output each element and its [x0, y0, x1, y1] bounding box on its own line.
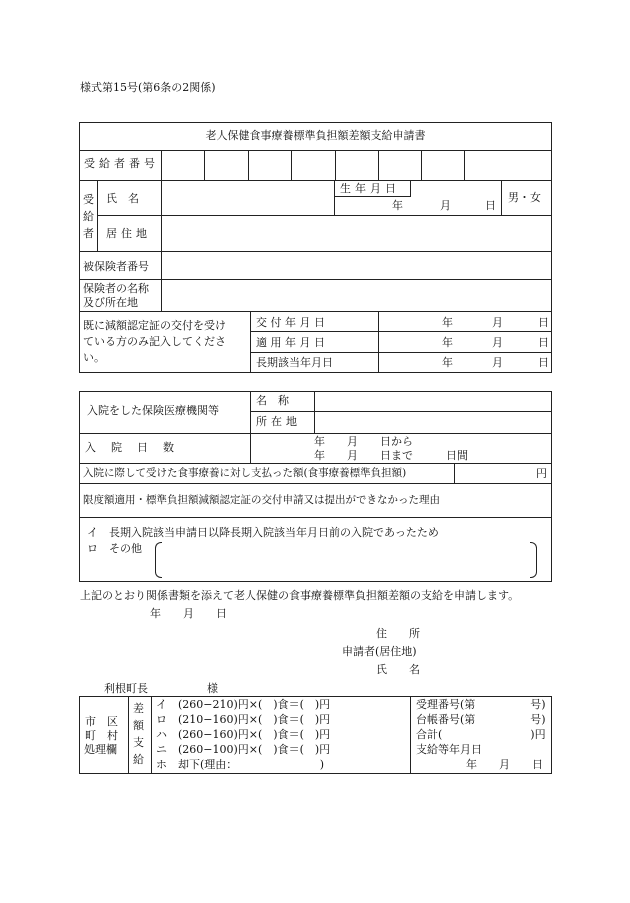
issue-date-day: 日	[538, 316, 549, 329]
hospital-location-field[interactable]	[315, 412, 551, 433]
long-term-date-day: 日	[538, 356, 549, 369]
gender-select[interactable]: 男・女	[508, 191, 541, 204]
processing-side-1: 市 区	[85, 715, 118, 728]
recipient-number-digit-1[interactable]	[162, 151, 204, 180]
address-label: 居住地	[106, 227, 151, 240]
processing-side-2: 町 村	[85, 729, 118, 742]
reason-i[interactable]: イ 長期入院該当申請日以降長期入院該当年月日前の入院であったため	[87, 526, 439, 539]
hospital-label: 入院をした保険医療機関等	[87, 404, 219, 417]
insured-number-field[interactable]	[162, 252, 551, 279]
hospital-name-field[interactable]	[315, 392, 551, 411]
hospital-name-label: 名 称	[256, 394, 289, 407]
application-date: 年 月 日	[150, 607, 227, 620]
reason-title: 限度額適用・標準負担額減額認定証の交付申請又は提出ができなかった理由	[83, 494, 440, 506]
insurer-label-1: 保険者の名称	[83, 282, 149, 295]
processing-side-3: 処理欄	[84, 743, 117, 756]
certificate-note-2: ている方のみ記入してくださ	[83, 335, 226, 348]
recipient-number-label: 受給者番号	[84, 157, 159, 170]
recipient-side-2: 給	[83, 210, 94, 223]
apply-date-label: 適 用 年 月 日	[256, 336, 325, 349]
total-amount: 合計( )円	[416, 728, 546, 741]
recipient-number-digit-3[interactable]	[249, 151, 291, 180]
other-reason-field[interactable]	[155, 542, 537, 578]
calc-line-ha: ハ (260−160)円×( )食＝( )円	[156, 728, 331, 741]
certificate-note-3: い。	[83, 351, 105, 364]
admission-to: 年 月 日まで 日間	[314, 449, 468, 462]
recipient-address-field[interactable]	[162, 216, 551, 250]
diff-char-1: 差	[133, 702, 144, 715]
long-term-date-month: 月	[492, 356, 503, 369]
issue-date-year: 年	[442, 316, 453, 329]
applicant-address-label: 住 所	[376, 627, 420, 640]
recipient-number-digit-2[interactable]	[205, 151, 248, 180]
recipient-name-field[interactable]	[162, 181, 334, 215]
form-number: 様式第15号(第6条の2関係)	[80, 81, 216, 94]
diff-char-3: 支	[133, 736, 144, 749]
apply-date-day: 日	[538, 336, 549, 349]
ledger-number: 台帳番号(第 号)	[416, 713, 546, 726]
applicant-label: 申請者(居住地)	[342, 645, 417, 658]
recipient-number-digit-4[interactable]	[292, 151, 335, 180]
addressee: 利根町長	[104, 682, 148, 695]
applicant-name-label: 氏 名	[376, 663, 420, 676]
certificate-note-1: 既に減額認定証の交付を受け	[83, 319, 226, 332]
dob-day: 日	[485, 199, 496, 212]
apply-date-month: 月	[492, 336, 503, 349]
recipient-number-digit-7[interactable]	[422, 151, 464, 180]
insurer-field[interactable]	[162, 280, 551, 311]
dob-label: 生年月日	[340, 182, 400, 195]
issue-date-label: 交 付 年 月 日	[256, 316, 325, 329]
dob-year: 年	[392, 199, 403, 212]
recipient-side-3: 者	[83, 227, 94, 240]
long-term-date-label: 長期該当年月日	[256, 356, 333, 369]
calc-line-ho: ホ 却下(理由： )	[156, 758, 325, 771]
paid-amount-label: 入院に際して受けた食事療養に対し支払った額(食事療養標準負担額)	[83, 467, 407, 479]
insurer-label-2: 及び所在地	[83, 296, 138, 309]
payment-date-label: 支給等年月日	[416, 743, 482, 756]
paid-amount-unit: 円	[536, 467, 547, 480]
payment-date-ymd: 年 月 日	[466, 758, 543, 771]
diff-char-2: 額	[133, 719, 144, 732]
declaration: 上記のとおり関係書類を添えて老人保健の食事療養標準負担額差額の支給を申請します。	[80, 589, 520, 602]
name-label: 氏 名	[106, 192, 139, 205]
addressee-sama: 様	[207, 682, 218, 695]
admission-from: 年 月 日から	[314, 435, 413, 448]
admission-days-label: 入 院 日 数	[85, 441, 176, 454]
paid-amount-field[interactable]	[455, 464, 531, 483]
insured-number-label: 被保険者番号	[83, 260, 149, 273]
long-term-date-year: 年	[442, 356, 453, 369]
hospital-location-label: 所在地	[256, 415, 301, 428]
calc-line-i: イ (260−210)円×( )食＝( )円	[156, 698, 331, 711]
recipient-number-digit-5[interactable]	[336, 151, 378, 180]
calc-line-ro: ロ (210−160)円×( )食＝( )円	[156, 713, 331, 726]
recipient-number-digit-8[interactable]	[465, 151, 551, 180]
issue-date-month: 月	[492, 316, 503, 329]
reason-ro[interactable]: ロ その他	[87, 542, 142, 555]
recipient-side-1: 受	[83, 193, 94, 206]
calc-line-ni: ニ (260−100)円×( )食＝( )円	[156, 743, 331, 756]
diff-char-4: 給	[133, 753, 144, 766]
recipient-number-digit-6[interactable]	[379, 151, 421, 180]
dob-month: 月	[440, 199, 451, 212]
form-title: 老人保健食事療養標準負担額差額支給申請書	[205, 129, 426, 142]
receipt-number: 受理番号(第 号)	[416, 698, 546, 711]
apply-date-year: 年	[442, 336, 453, 349]
